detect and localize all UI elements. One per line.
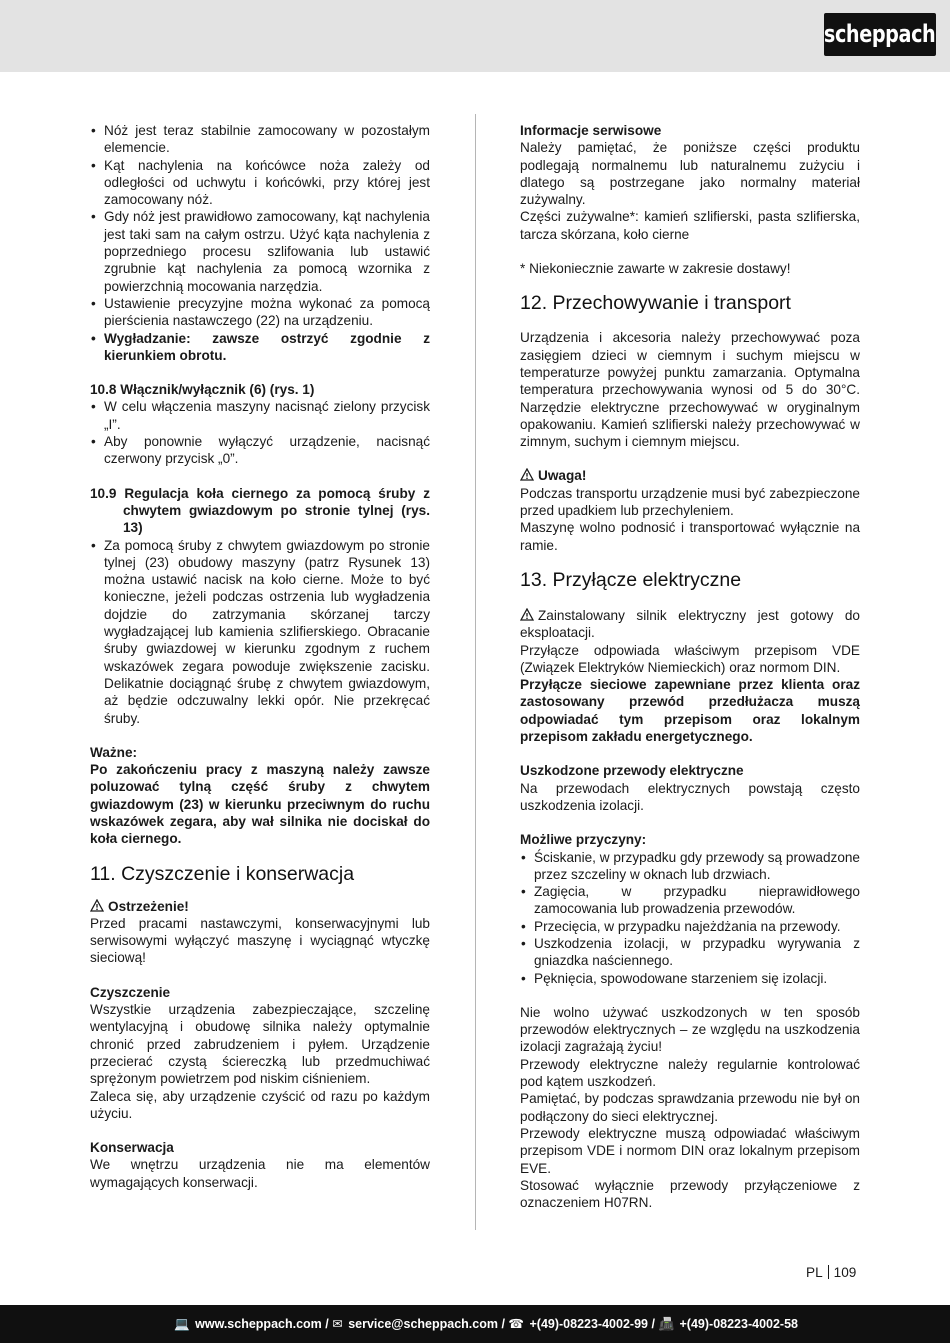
service-title: Informacje serwisowe <box>520 123 662 138</box>
right-column <box>520 122 860 1211</box>
list-item: • Przecięcia, w przypadku najeżdżania na przewody. <box>520 918 860 935</box>
service-paragraph-2: Części zużywalne*: kamień szlifierski, pasta szlifierska, tarcza skórzana, koło cierne <box>520 209 860 242</box>
footer-contacts <box>174 1305 798 1343</box>
list-item: • Pęknięcia, spowodowane starzeniem się izolacji. <box>520 970 860 987</box>
closing-paragraph-1: Nie wolno używać uszkodzonych w ten sposób przewodów elektrycznych – ze względu na uszkodzenia izolacji zagrażają życiu! <box>520 1004 860 1055</box>
closing-paragraph-3: Pamiętać, by podczas sprawdzania przewodu nie był on podłączony do sieci elektrycznej. <box>520 1091 860 1124</box>
electric-paragraph-bold: Przyłącze sieciowe zapewniane przez klienta oraz zastosowany przewód przedłużacza muszą odpowiadać tym przepisom oraz lokalnym przepisom zakładu energetycznego. <box>520 677 860 745</box>
damaged-cables-title: Uszkodzone przewody elektryczne <box>520 763 744 779</box>
warning-heading <box>90 898 430 915</box>
section-12-title: 12. Przechowywanie i transport <box>520 292 791 315</box>
damaged-cables-text: Na przewodach elektrycznych powstają często uszkodzenia izolacji. <box>520 780 860 813</box>
closing-paragraph-2: Przewody elektryczne należy regularnie kontrolować pod kątem uszkodzeń. <box>520 1056 860 1090</box>
header-bar <box>0 0 950 72</box>
list-item: • W celu włączenia maszyny nacisnąć zielony przycisk „I”. <box>90 398 430 433</box>
list-item: • Ściskanie, w przypadku gdy przewody są prowadzone przez szczeliny w oknach lub drzwiach. <box>520 849 860 884</box>
page-separator <box>828 1265 829 1279</box>
electric-paragraph-1 <box>520 607 860 642</box>
service-note: * Niekoniecznie zawarte w zakresie dostawy! <box>520 261 791 277</box>
separator: / <box>325 1317 329 1331</box>
phone-number: +(49)-08223-4002-99 <box>529 1317 648 1331</box>
list-item: • Uszkodzenia izolacji, w przypadku wyrywania z gniazdka naściennego. <box>520 935 860 970</box>
separator: / <box>501 1317 505 1331</box>
column-divider <box>475 114 476 1230</box>
closing-paragraph-5: Stosować wyłącznie przewody przyłączeniowe z oznaczeniem H07RN. <box>520 1177 860 1211</box>
causes-title: Możliwe przyczyny: <box>520 832 647 848</box>
section-10-8-title: 10.8 Włącznik/wyłącznik (6) (rys. 1) <box>90 382 315 398</box>
cleaning-paragraph-2: Zaleca się, aby urządzenie czyścić od razu po każdym użyciu. <box>90 1088 430 1121</box>
section-11-title: 11. Czyszczenie i konserwacja <box>90 862 355 885</box>
footer-bar <box>0 1305 950 1343</box>
computer-icon: 💻 <box>174 1317 190 1331</box>
electric-text: Zainstalowany silnik elektryczny jest gotowy do eksploatacji. <box>520 607 860 641</box>
important-title: Ważne: <box>90 744 138 760</box>
caution-paragraph: Podczas transportu urządzenie musi być zabezpieczone przed upadkiem lub przechyleniem. <box>520 485 860 519</box>
warning-icon <box>90 899 104 912</box>
maintenance-title: Konserwacja <box>90 1140 174 1156</box>
email-link[interactable]: service@scheppach.com <box>348 1317 498 1331</box>
list-item: • Nóż jest teraz stabilnie zamocowany w pozostałym elemencie. <box>90 122 430 157</box>
list-item: • Kąt nachylenia na końcówce noża zależy od odległości od uchwytu i końcówki, przy której jest zamocowany nóż. <box>90 157 430 209</box>
storage-paragraph: Urządzenia i akcesoria należy przechowywać poza zasięgiem dzieci w ciemnym i suchym miejscu w temperaturze powyżej punktu zamarzania. Optymalna temperatura przechowywania wynosi od 5 do 30°C. Narzędzie elektryczne przechowywać w oryginalnym opakowaniu. Kamień szlifierski należy przechowywać w zimnym, suchym i ciemnym miejscu. <box>520 330 860 450</box>
fax-number: +(49)-08223-4002-58 <box>679 1317 798 1331</box>
bullet-list-top <box>90 122 430 364</box>
section-10-9-title: 10.9 Regulacja koła ciernego za pomocą śruby z chwytem gwiazdowym po stronie tylnej (rys. 13) <box>90 485 430 536</box>
cleaning-paragraph: Wszystkie urządzenia zabezpieczające, szczelinę wentylacyjną i obudowę silnika należy optymalnie chronić przed zabrudzeniem i pyłem. Urządzenie przecierać czystą ściereczką lub przedmuchiwać sprężonym powietrzem pod niskim ciśnieniem. <box>90 1002 430 1087</box>
list-item-bold: • Wygładzanie: zawsze ostrzyć zgodnie z kierunkiem obrotu. <box>90 330 430 365</box>
page-number-value: 109 <box>833 1265 857 1280</box>
section-13-title: 13. Przyłącze elektryczne <box>520 568 742 591</box>
caution-paragraph-2: Maszynę wolno podnosić i transportować wyłącznie na ramie. <box>520 520 860 553</box>
warning-icon <box>520 608 534 621</box>
closing-paragraph-4: Przewody elektryczne muszą odpowiadać właściwym przepisom VDE i normom DIN oraz lokalnym przepisom EVE. <box>520 1125 860 1176</box>
mail-icon: ✉ <box>332 1317 343 1331</box>
language-code: PL <box>806 1265 823 1280</box>
warning-text: Przed pracami nastawczymi, konserwacyjnymi lub serwisowymi wyłączyć maszynę i wyciągnąć wtyczkę sieciową! <box>90 915 430 966</box>
caution-title: Uwaga! <box>538 468 587 484</box>
caution-heading <box>520 467 860 484</box>
phone-icon: ☎ <box>508 1317 524 1331</box>
important-text: Po zakończeniu pracy z maszyną należy zawsze poluzować tylną część śruby z chwytem gwiazdowym (23) w kierunku przeciwnym do ruchu wskazówek zegara, aby wał silnika nie dociskał do koła ciernego. <box>90 762 430 847</box>
page-number <box>806 1264 856 1282</box>
separator: / <box>651 1317 655 1331</box>
maintenance-text: We wnętrzu urządzenia nie ma elementów wymagających konserwacji. <box>90 1157 430 1190</box>
brand-logo: scheppach <box>824 13 936 56</box>
cleaning-title: Czyszczenie <box>90 984 171 1000</box>
bullet-list-10-9 <box>90 537 430 727</box>
left-column <box>90 122 430 1191</box>
website-link[interactable]: www.scheppach.com <box>195 1317 322 1331</box>
causes-list <box>520 849 860 987</box>
bullet-list-10-8 <box>90 398 430 467</box>
list-item: • Za pomocą śruby z chwytem gwiazdowym po stronie tylnej (23) obudowy maszyny (patrz Rysunek 13) można ustawić nacisk na koło cierne. Może to być konieczne, jeżeli podczas ostrzenia lub wygładzenia dojdzie do zatrzymania skórzanej tarczy wygładzającej lub kamienia szlifierskiego. Obracanie śruby gwiazdowej w kierunku zgodnym z ruchem wskazówek zegara powoduje zwiększenie zacisku. Delikatnie dociągnąć śrubę z chwytem gwiazdowym, aż będzie odczuwalny lekki opór. Nie przekręcać śruby. <box>90 537 430 727</box>
warning-title: Ostrzeżenie! <box>108 898 189 914</box>
fax-icon: 📠 <box>658 1317 675 1331</box>
list-item: • Gdy nóż jest prawidłowo zamocowany, kąt nachylenia jest taki sam na całym ostrzu. Użyć kąta nachylenia z poprzedniego procesu szlifowania lub ustawić zgrubnie kąt nachylenia za pomocą wzornika z powierzchnią mocowania narzędzia. <box>90 208 430 294</box>
electric-paragraph-2: Przyłącze odpowiada właściwym przepisom VDE (Związek Elektryków Niemieckich) oraz normom DIN. <box>520 642 860 675</box>
service-paragraph: Należy pamiętać, że poniższe części produktu podlegają normalnemu lub naturalnemu zużyciu i dlatego są postrzegane jako normalny materiał zużywalny. <box>520 140 860 208</box>
list-item: • Aby ponownie wyłączyć urządzenie, nacisnąć czerwony przycisk „0”. <box>90 433 430 468</box>
list-item: • Ustawienie precyzyjne można wykonać za pomocą pierścienia nastawczego (22) na urządzeniu. <box>90 295 430 330</box>
list-item: • Zagięcia, w przypadku nieprawidłowego zamocowania lub prowadzenia przewodów. <box>520 883 860 918</box>
warning-icon <box>520 468 534 481</box>
